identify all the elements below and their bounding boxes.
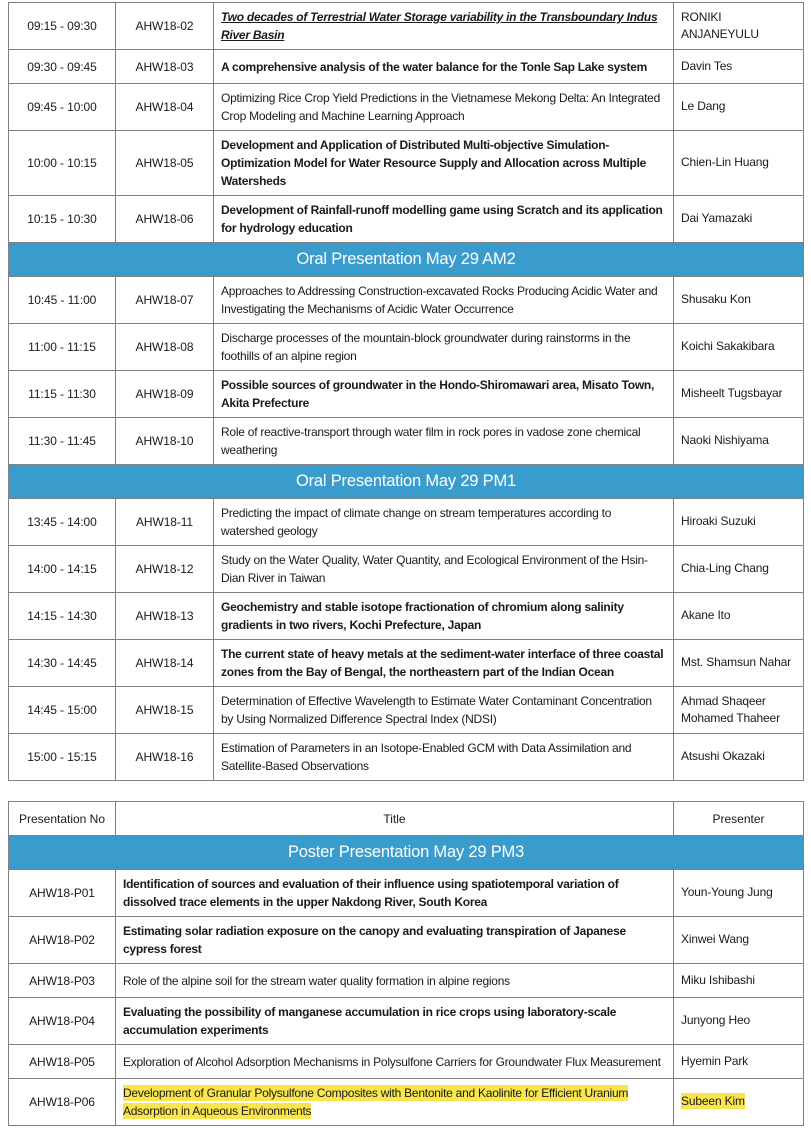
- presenter-name: Dai Yamazaki: [681, 211, 753, 226]
- title-cell: [214, 640, 674, 687]
- presenter-name: Youn-Young Jung: [681, 885, 773, 900]
- oral-table-body: [9, 3, 804, 781]
- title-cell: [214, 593, 674, 640]
- presenter-cell: [674, 734, 804, 781]
- time-cell: 09:15 - 09:30: [9, 3, 116, 50]
- presenter-name: Junyong Heo: [681, 1013, 751, 1028]
- time-cell: 15:00 - 15:15: [9, 734, 116, 781]
- time-cell: 09:45 - 10:00: [9, 84, 116, 131]
- presenter-cell: [674, 3, 804, 50]
- session-banner: Poster Presentation May 29 PM3: [9, 836, 804, 870]
- code-cell: AHW18-04: [116, 84, 214, 131]
- table-row-AHW18-14: [9, 640, 804, 687]
- presentation-no-cell: AHW18-P05: [9, 1045, 116, 1079]
- title-cell: [116, 998, 674, 1045]
- time-cell: 13:45 - 14:00: [9, 499, 116, 546]
- presentation-no-cell: AHW18-P03: [9, 964, 116, 998]
- presenter-name: Hiroaki Suzuki: [681, 514, 756, 529]
- presenter-cell: [674, 998, 804, 1045]
- presenter-name: Atsushi Okazaki: [681, 749, 765, 764]
- title-cell: [214, 131, 674, 196]
- title-cell: [214, 687, 674, 734]
- title-cell: [214, 84, 674, 131]
- title-cell: [214, 3, 674, 50]
- presenter-cell: [674, 1079, 804, 1126]
- title-cell: [214, 50, 674, 84]
- presenter-name: Hyemin Park: [681, 1053, 749, 1068]
- table-row-AHW18-P03: [9, 964, 804, 998]
- presentation-no-cell: AHW18-P06: [9, 1079, 116, 1126]
- table-row-AHW18-13: [9, 593, 804, 640]
- table-spacer: [0, 781, 811, 801]
- table-row-AHW18-P05: [9, 1045, 804, 1079]
- time-cell: 14:15 - 14:30: [9, 593, 116, 640]
- presentation-no-cell: AHW18-P04: [9, 998, 116, 1045]
- code-cell: AHW18-09: [116, 371, 214, 418]
- table-row-AHW18-02: [9, 3, 804, 50]
- presentation-title: Determination of Effective Wavelength to Estimate Water Contaminant Concentration by Using Normalized Difference Spectral Index (NDSI): [221, 694, 652, 726]
- poster-header-row: [9, 802, 804, 836]
- code-cell: AHW18-03: [116, 50, 214, 84]
- presenter-cell: [674, 1045, 804, 1079]
- table-row-AHW18-12: [9, 546, 804, 593]
- presentation-title: Optimizing Rice Crop Yield Predictions in the Vietnamese Mekong Delta: An Integrated Crop Modeling and Machine Learning Approach: [221, 91, 661, 123]
- table-row-AHW18-07: [9, 277, 804, 324]
- time-cell: 14:30 - 14:45: [9, 640, 116, 687]
- code-cell: AHW18-11: [116, 499, 214, 546]
- presenter-name: Chia-Ling Chang: [681, 561, 769, 576]
- table-row-AHW18-08: [9, 324, 804, 371]
- table-row-AHW18-06: [9, 196, 804, 243]
- presenter-name: RONIKI ANJANEYULU: [681, 9, 759, 41]
- presenter-cell: [674, 593, 804, 640]
- time-cell: 09:30 - 09:45: [9, 50, 116, 84]
- table-row-AHW18-P06: [9, 1079, 804, 1126]
- presenter-name: Akane Ito: [681, 608, 731, 623]
- title-cell: [214, 418, 674, 465]
- time-cell: 10:45 - 11:00: [9, 277, 116, 324]
- session-header-row: [9, 243, 804, 277]
- presenter-name: Ahmad Shaqeer Mohamed Thaheer: [681, 693, 780, 725]
- title-cell: [116, 917, 674, 964]
- presenter-cell: [674, 277, 804, 324]
- title-cell: [116, 1079, 674, 1126]
- presenter-cell: [674, 196, 804, 243]
- table-row-AHW18-05: [9, 131, 804, 196]
- title-cell: [214, 324, 674, 371]
- title-cell: [214, 734, 674, 781]
- presentation-title: Possible sources of groundwater in the Hondo-Shiromawari area, Misato Town, Akita Prefecture: [221, 378, 655, 410]
- presentation-title: Role of the alpine soil for the stream water quality formation in alpine regions: [123, 973, 510, 988]
- presenter-cell: [674, 546, 804, 593]
- presenter-cell: [674, 371, 804, 418]
- presenter-cell: [674, 917, 804, 964]
- column-header-title: Title: [116, 802, 674, 836]
- presentation-title: Evaluating the possibility of manganese accumulation in rice crops using laboratory-scale accumulation experiments: [123, 1005, 617, 1037]
- table-row-AHW18-P04: [9, 998, 804, 1045]
- presenter-cell: [674, 50, 804, 84]
- presentation-title: Approaches to Addressing Construction-excavated Rocks Producing Acidic Water and Investigating the Mechanisms of Acidic Water Occurrence: [221, 284, 658, 316]
- code-cell: AHW18-16: [116, 734, 214, 781]
- table-row-AHW18-16: [9, 734, 804, 781]
- presenter-cell: [674, 84, 804, 131]
- column-header-presentation-no: Presentation No: [9, 802, 116, 836]
- title-cell: [116, 964, 674, 998]
- time-cell: 11:00 - 11:15: [9, 324, 116, 371]
- presenter-cell: [674, 964, 804, 998]
- presenter-name: Chien-Lin Huang: [681, 155, 769, 170]
- table-row-AHW18-09: [9, 371, 804, 418]
- time-cell: 11:15 - 11:30: [9, 371, 116, 418]
- presenter-name: Subeen Kim: [681, 1094, 745, 1109]
- table-row-AHW18-P02: [9, 917, 804, 964]
- title-cell: [214, 277, 674, 324]
- title-cell: [116, 870, 674, 917]
- code-cell: AHW18-14: [116, 640, 214, 687]
- poster-table-body: [9, 802, 804, 1126]
- presentation-title: A comprehensive analysis of the water balance for the Tonle Sap Lake system: [221, 59, 648, 74]
- presenter-name: Le Dang: [681, 99, 726, 114]
- presentation-title: Discharge processes of the mountain-block groundwater during rainstorms in the foothills of an alpine region: [221, 331, 631, 363]
- presentation-title: Estimating solar radiation exposure on the canopy and evaluating transpiration of Japanese cypress forest: [123, 924, 626, 956]
- presentation-title: Estimation of Parameters in an Isotope-Enabled GCM with Data Assimilation and Satellite-Based Observations: [221, 741, 632, 773]
- presenter-cell: [674, 418, 804, 465]
- table-row-AHW18-10: [9, 418, 804, 465]
- presenter-cell: [674, 870, 804, 917]
- presentation-title: Development and Application of Distributed Multi-objective Simulation-Optimization Model for Water Resource Supply and Allocation across Multiple Watersheds: [221, 138, 647, 188]
- code-cell: AHW18-15: [116, 687, 214, 734]
- session-header-row: [9, 836, 804, 870]
- time-cell: 14:45 - 15:00: [9, 687, 116, 734]
- presenter-name: Mst. Shamsun Nahar: [681, 655, 792, 670]
- column-header-presenter: Presenter: [674, 802, 804, 836]
- code-cell: AHW18-08: [116, 324, 214, 371]
- presenter-cell: [674, 499, 804, 546]
- title-cell: [214, 499, 674, 546]
- session-banner: Oral Presentation May 29 AM2: [9, 243, 804, 277]
- title-cell: [214, 371, 674, 418]
- presentation-title: Development of Rainfall-runoff modelling game using Scratch and its application for hydrology education: [221, 203, 663, 235]
- presenter-name: Koichi Sakakibara: [681, 339, 775, 354]
- presentation-title: Predicting the impact of climate change on stream temperatures according to watershed geology: [221, 506, 612, 538]
- presenter-name: Miku Ishibashi: [681, 972, 755, 987]
- title-cell: [116, 1045, 674, 1079]
- presenter-name: Shusaku Kon: [681, 292, 751, 307]
- presentation-no-cell: AHW18-P02: [9, 917, 116, 964]
- time-cell: 11:30 - 11:45: [9, 418, 116, 465]
- presentation-title: Identification of sources and evaluation of their influence using spatiotemporal variation of dissolved trace elements in the upper Nakdong River, South Korea: [123, 877, 619, 909]
- table-row-AHW18-15: [9, 687, 804, 734]
- title-cell: [214, 196, 674, 243]
- code-cell: AHW18-10: [116, 418, 214, 465]
- session-banner: Oral Presentation May 29 PM1: [9, 465, 804, 499]
- presentation-title: Role of reactive-transport through water film in rock pores in vadose zone chemical weathering: [221, 425, 641, 457]
- presentation-title: Study on the Water Quality, Water Quantity, and Ecological Environment of the Hsin-Dian River in Taiwan: [221, 553, 648, 585]
- code-cell: AHW18-12: [116, 546, 214, 593]
- presenter-name: Misheelt Tugsbayar: [681, 386, 783, 401]
- presenter-cell: [674, 131, 804, 196]
- presentation-no-cell: AHW18-P01: [9, 870, 116, 917]
- table-row-AHW18-P01: [9, 870, 804, 917]
- code-cell: AHW18-05: [116, 131, 214, 196]
- session-header-row: [9, 465, 804, 499]
- table-row-AHW18-11: [9, 499, 804, 546]
- presentation-title: Development of Granular Polysulfone Composites with Bentonite and Kaolinite for Efficient Uranium Adsorption in Aqueous Environments: [123, 1086, 629, 1118]
- poster-presentation-table: [8, 801, 804, 1126]
- presenter-cell: [674, 324, 804, 371]
- code-cell: AHW18-02: [116, 3, 214, 50]
- title-cell: [214, 546, 674, 593]
- presenter-name: Naoki Nishiyama: [681, 433, 769, 448]
- presenter-name: Davin Tes: [681, 58, 733, 73]
- table-row-AHW18-04: [9, 84, 804, 131]
- time-cell: 10:00 - 10:15: [9, 131, 116, 196]
- presenter-name: Xinwei Wang: [681, 932, 749, 947]
- presentation-title: Exploration of Alcohol Adsorption Mechanisms in Polysulfone Carriers for Groundwater Flux Measurement: [123, 1054, 661, 1069]
- time-cell: 10:15 - 10:30: [9, 196, 116, 243]
- table-row-AHW18-03: [9, 50, 804, 84]
- code-cell: AHW18-07: [116, 277, 214, 324]
- presenter-cell: [674, 687, 804, 734]
- code-cell: AHW18-06: [116, 196, 214, 243]
- presentation-title: Geochemistry and stable isotope fractionation of chromium along salinity gradients in two rivers, Kochi Prefecture, Japan: [221, 600, 624, 632]
- oral-presentation-table: [8, 2, 804, 781]
- code-cell: AHW18-13: [116, 593, 214, 640]
- presentation-title: The current state of heavy metals at the sediment-water interface of three coastal zones from the Bay of Bengal, the northeastern part of the Indian Ocean: [221, 647, 664, 679]
- time-cell: 14:00 - 14:15: [9, 546, 116, 593]
- presentation-title-link[interactable]: Two decades of Terrestrial Water Storage variability in the Transboundary Indus River Basin: [221, 10, 658, 42]
- presenter-cell: [674, 640, 804, 687]
